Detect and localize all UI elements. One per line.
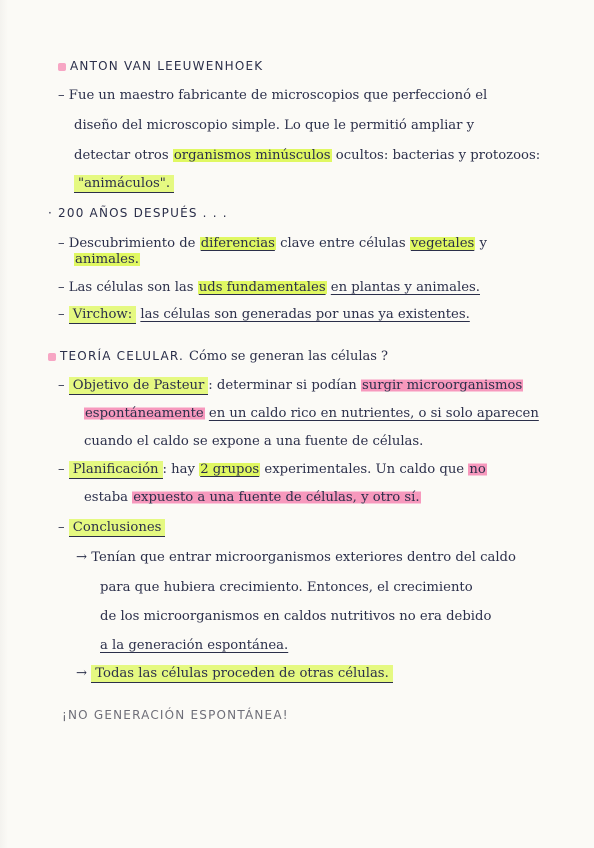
boxed-term-conclusiones: Conclusiones [69, 519, 166, 537]
highlight-pink: espontáneamente [85, 406, 204, 421]
highlight-yellow: uds fundamentales [198, 280, 326, 295]
note-line [74, 176, 174, 192]
highlight-pink: surgir microorganismos [361, 378, 523, 393]
pink-bullet-icon [48, 353, 56, 361]
highlight-yellow: organismos minúsculos [173, 148, 331, 163]
note-line [76, 666, 393, 682]
note-line [74, 252, 140, 268]
highlight-yellow: animales. [75, 252, 139, 267]
highlight-yellow: 2 grupos [200, 462, 260, 477]
note-line: – Conclusiones [58, 520, 165, 536]
highlight-pink: expuesto a una fuente de células, y otro sí. [133, 490, 420, 505]
note-line: – Planificación : hay 2 grupos experimentales. Un caldo que no [58, 462, 486, 477]
note-line: – Objetivo de Pasteur : determinar si podían surgir microorganismos [58, 378, 523, 393]
note-line: cuando el caldo se expone a una fuente de células. [84, 434, 424, 449]
boxed-term-animaculos: "animáculos". [74, 175, 174, 193]
section-title-teoria-celular: TEORÍA CELULAR. Cómo se generan las células ? [48, 348, 388, 365]
note-line: – Las células son las uds fundamentales en plantas y animales. [58, 280, 480, 295]
note-line: diseño del microscopio simple. Lo que le permitió ampliar y [74, 118, 475, 133]
highlight-pink: no [469, 462, 486, 477]
note-line: estaba expuesto a una fuente de células, y otro sí. [84, 490, 420, 505]
note-line: detectar otros organismos minúsculos ocultos: bacterias y protozoos: [74, 148, 541, 163]
boxed-term-planificacion: Planificación [69, 461, 163, 479]
arrow-right-icon: → [76, 666, 88, 681]
note-line: a la generación espontánea. [100, 638, 289, 653]
note-line: – Virchow: las células son generadas por unas ya existentes. [58, 307, 470, 322]
note-line: para que hubiera crecimiento. Entonces, el crecimiento [100, 580, 473, 595]
section-title-200-years: · 200 AÑOS DESPUÉS . . . [48, 206, 228, 220]
highlight-yellow: vegetales [410, 236, 475, 251]
highlight-yellow: diferencias [200, 236, 275, 251]
footer-statement: ¡NO GENERACIÓN ESPONTÁNEA! [62, 708, 289, 722]
boxed-term-objetivo: Objetivo de Pasteur [69, 377, 209, 395]
note-line: – Fue un maestro fabricante de microscopios que perfeccionó el [58, 88, 488, 103]
note-line: → Tenían que entrar microorganismos exteriores dentro del caldo [76, 550, 516, 565]
note-line: espontáneamente en un caldo rico en nutrientes, o si solo aparecen [85, 406, 539, 421]
note-line: de los microorganismos en caldos nutritivos no era debido [100, 609, 492, 624]
arrow-right-icon: → [76, 550, 88, 565]
section-title-leeuwenhoek: ANTON VAN LEEUWENHOEK [58, 58, 263, 74]
boxed-term-virchow: Virchow: [69, 306, 136, 324]
note-line: – Descubrimiento de diferencias clave entre células vegetales y [58, 236, 487, 251]
pink-bullet-icon [58, 63, 66, 71]
boxed-conclusion: Todas las células proceden de otras células. [91, 665, 393, 683]
